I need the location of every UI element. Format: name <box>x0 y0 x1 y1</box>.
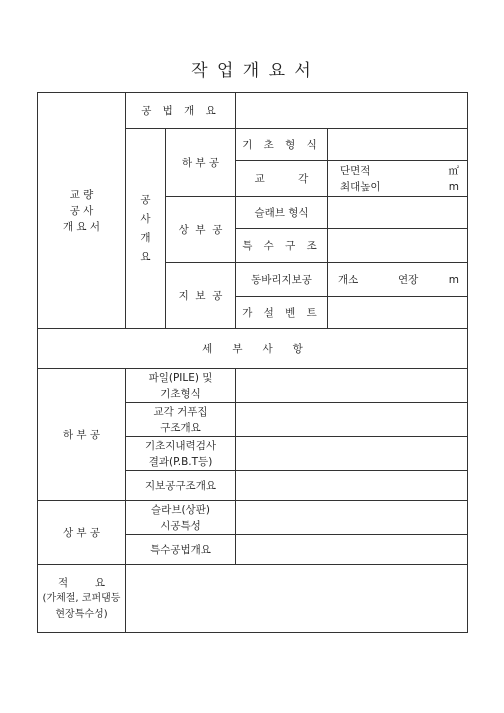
label-char: 개 <box>140 231 151 244</box>
bearing-test-value[interactable] <box>236 437 468 471</box>
page-title: 작 업 개 요 서 <box>191 61 313 81</box>
method-overview-label: 공 법 개 요 <box>126 93 236 129</box>
label-line: 슬라브(상판) <box>151 503 210 516</box>
label-line: (가체절, 코퍼댐등 <box>42 592 121 604</box>
shoring-value[interactable] <box>328 263 468 297</box>
label-line: 구조개요 <box>160 421 201 434</box>
length-label: 연장 <box>398 273 419 286</box>
special-method-label: 특수공법개요 <box>126 535 236 565</box>
label-line: 교각 거푸집 <box>153 405 208 418</box>
method-overview-value[interactable] <box>236 93 468 129</box>
details-heading: 세 부 사 항 <box>38 329 468 369</box>
special-structure-value[interactable] <box>328 229 468 263</box>
label-line: 개 요 서 <box>62 220 101 233</box>
label-line: 교 량 <box>69 188 94 201</box>
support-structure-value[interactable] <box>236 471 468 501</box>
label-line: 공 사 <box>69 204 94 217</box>
foundation-type-label: 기 초 형 식 <box>236 129 328 161</box>
substructure-label: 하 부 공 <box>166 129 236 197</box>
bridge-work-overview-label <box>38 93 126 329</box>
cross-section-label: 단면적 <box>340 164 371 177</box>
count-label: 개소 <box>338 273 359 286</box>
slab-type-value[interactable] <box>328 197 468 229</box>
slab-type-label: 슬래브 형식 <box>236 197 328 229</box>
foundation-type-value[interactable] <box>328 129 468 161</box>
temporary-bent-value[interactable] <box>328 297 468 329</box>
abutment-dimensions[interactable] <box>328 161 468 197</box>
support-structure-label: 지보공구조개요 <box>126 471 236 501</box>
abutment-formwork-label <box>126 403 236 437</box>
max-height-unit: m <box>448 180 459 193</box>
superstructure-label: 상 부 공 <box>166 197 236 263</box>
special-structure-label: 특 수 구 조 <box>236 229 328 263</box>
pile-foundation-label <box>126 369 236 403</box>
max-height-label: 최대높이 <box>340 180 381 193</box>
label-char: 공 <box>140 193 151 206</box>
label-line: 시공특성 <box>160 519 201 532</box>
label-line: 적 요 <box>58 576 105 589</box>
slab-construction-value[interactable] <box>236 501 468 535</box>
abutment-formwork-value[interactable] <box>236 403 468 437</box>
label-line: 기초형식 <box>160 387 201 400</box>
slab-construction-label <box>126 501 236 535</box>
work-overview-table <box>37 92 468 633</box>
label-char: 사 <box>140 212 151 225</box>
bearing-test-label <box>126 437 236 471</box>
pile-foundation-value[interactable] <box>236 369 468 403</box>
shoring-label: 동바리지보공 <box>236 263 328 297</box>
label-line: 결과(P.B.T등) <box>148 455 213 468</box>
label-char: 요 <box>140 250 151 263</box>
detail-superstructure-label: 상 부 공 <box>38 501 126 565</box>
temporary-bent-label: 가 설 벤 트 <box>236 297 328 329</box>
detail-substructure-label: 하 부 공 <box>38 369 126 501</box>
label-line: 파일(PILE) 및 <box>148 371 213 384</box>
abutment-label: 교 각 <box>236 161 328 197</box>
length-unit: m <box>448 273 459 286</box>
construction-overview-label <box>126 129 166 329</box>
label-line: 기초지내력검사 <box>144 439 216 452</box>
cross-section-unit: ㎡ <box>448 164 459 177</box>
support-work-label: 지 보 공 <box>166 263 236 329</box>
label-line: 현장특수성) <box>55 608 108 620</box>
special-method-value[interactable] <box>236 535 468 565</box>
remarks-label <box>38 565 126 633</box>
remarks-value[interactable] <box>126 565 468 633</box>
